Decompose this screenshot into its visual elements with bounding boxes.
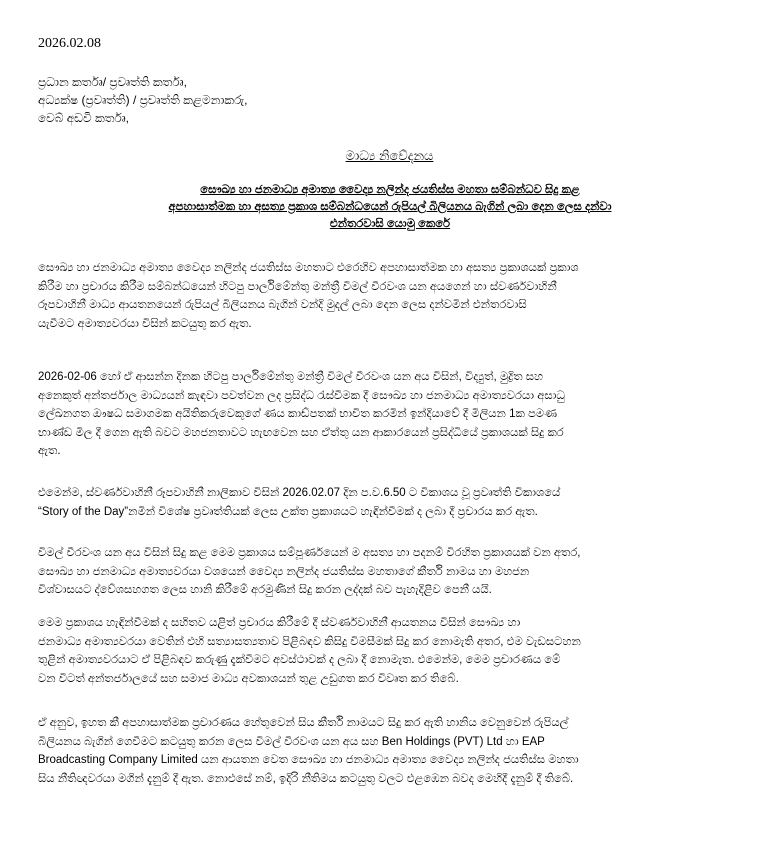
paragraph-line: රූපවාහිනී මාධ්‍ය ආයතනයෙන් රුපියල් බිලියනය බැගින් වන්දි මුදල් ලබා දෙන ලෙස දන්වමින් එන්තරවාසි (38, 299, 527, 311)
paragraph-6 (38, 714, 738, 788)
addressee-line: ප්‍රධාන කර්තෘ/ ප්‍රවෘත්ති කර්තෘ, (38, 75, 187, 89)
paragraph-line: ලේඛනගත ඖෂධ සමාගමක අයිතිකරුවෙකුගේ ණය කාඩ්පතක් භාවිත කරමින් ඉන්දියාවේ දී මිලියන 1ක පමණ (38, 408, 557, 420)
paragraph-line: සෞඛ්‍ය හා ජනමාධ්‍ය අමාත්‍යවරයා වශයෙන් වෛද්‍ය නලින්ද ජයතිස්ස මහතාගේ කීර්ති නාමය හා මහජන (38, 565, 530, 578)
paragraph-1 (38, 259, 738, 333)
addressee-block (38, 73, 248, 127)
addressee-line: අධ්‍යක්ෂ (ප්‍රවෘත්ති) / ප්‍රවෘත්ති කළමනාකරු, (38, 93, 248, 107)
paragraph-5 (38, 614, 738, 688)
paragraph-line: “Story of the Day”නමින් විශේෂ ප්‍රවෘත්තියක් ලෙස උක්ත ප්‍රකාශයට හැඳින්වීමක් ද ලබා දී ප්‍රචාරය කර ඇත. (38, 505, 538, 518)
paragraph-line: 2026-02-06 හෝ ඒ ආසන්න දිනක හිටපු පාර්ලිමේන්තු මන්ත්‍රී විමල් වීරවංශ යන අය විසින්, විද්‍යුත්, මුද්‍රිත සහ (38, 371, 544, 383)
paragraph-line: විශ්වාසයට ද්වේශසහගත ලෙස හානි කිරීමේ අරමුණින් සිදු කරන ලද්දක් බව පැහැදිළිව පෙනී යයි. (38, 584, 492, 596)
subtitle-line: අපහාසාත්මක හා අසත්‍ය ප්‍රකාශ සම්බන්ධයෙන් රුපියල් බිලියනය බැගින් ලබා දෙන ලෙස දන්වා (168, 201, 612, 213)
paragraph-4 (38, 544, 738, 600)
paragraph-line: සිය නීතිඥවරයා මගින් දැනුම් දී ඇත. නොඑසේ නම්, ඉදිරි නීතිමය කටයුතු වලට එළඹෙන බවද මෙහිදී දැනුම් දී තිබේ. (38, 772, 574, 785)
paragraph-line: භාණ්ඩ මිල දී ගෙන ඇති බවට මහජනතාවට හැඟවෙන සහ ඒත්තු යන ආකාරයෙන් ප්‍රසිද්ධියේ ප්‍රකාශයක් සිදු කර (38, 426, 564, 439)
paragraph-line: යැවීමට අමාත්‍යවරයා විසින් කටයුතු කර ඇත. (38, 317, 252, 330)
paragraph-line: ඒ අනුව, ඉහත කී අපහාසාත්මක ප්‍රචාරණය හේතුවෙන් සිය කීර්ති නාමයට සිදු කර ඇති හානිය වෙනුවෙන් රුපියල් (38, 717, 569, 729)
paragraph-line: විමල් වීරවංශ යන අය විසින් සිදු කළ මෙම ප්‍රකාශය සම්පූර්ණයෙන් ම අසත්‍ය හා පදනම් විරහිත ප්‍රකාශයක් වන අතර, (38, 547, 581, 559)
paragraph-line: බිලියනය බැගින් ගෙවීමට කටයුතු කරන ලෙස විමල් වීරවංශ යන අය සහ Ben Holdings (PVT) Ltd හා EAP (38, 735, 545, 748)
subtitle-line: එන්තරවාසි යොමු කෙරේ (329, 218, 451, 230)
addressee-line: වෙබ් අඩවි කර්තෘ, (38, 111, 129, 125)
paragraph-line: එමෙන්ම, ස්වර්ණවාහිනී රූපවාහිනී නාලිකාව විසින් 2026.02.07 දින ප.ව.6.50 ට විකාශය වූ ප්‍රවෘත්ති විකාශයේ (38, 487, 561, 499)
paragraph-line: අනෙකුත් අන්තර්ජාල මාධ්‍යයන් කැඳවා පවත්වන ලද ප්‍රසිද්ධ රැස්වීමක දී සෞඛ්‍ය හා ජනමාධ්‍ය අමාත්‍යවරයා අසාධු (38, 389, 565, 402)
document-date: 2026.02.08 (38, 36, 101, 51)
subtitle-line: සෞඛ්‍ය හා ජනමාධ්‍ය අමාත්‍ය වෛද්‍ය නලින්ද ජයතිස්ස මහතා සම්බන්ධව සිදු කළ (200, 184, 580, 196)
paragraph-line: තුළින් අමාත්‍යවරයාට ඒ පිළිබඳව කරුණු දැක්වීමට අවස්ථාවක් ද ලබා දී නොමැත. එමෙන්ම, මෙම ප්‍රචාරණය මේ (38, 654, 561, 666)
paragraph-line: Broadcasting Company Limited යන ආයතන වෙත සෞඛ්‍ය හා ජනමාධ්‍ය අමාත්‍ය වෛද්‍ය නලින්ද ජයතිස්ස මහතා (38, 754, 579, 766)
paragraph-line: වන විටත් අන්තර්ජාලයේ සහ සමාජ මාධ්‍ය අවකාශයන් තුළ උඩුගත කර විවෘත කර තිබේ. (38, 672, 459, 685)
document-title: මාධ්‍ය නිවේදනය (345, 148, 434, 163)
document-subtitle (40, 182, 740, 233)
paragraph-line: ඇත. (38, 445, 61, 457)
paragraph-3 (38, 484, 738, 521)
paragraph-line: මෙම ප්‍රකාශය හැඳින්වීමක් ද සහිතව යළිත් ප්‍රචාරය කිරීමේ දී ස්වර්ණවාහිනී ආයතනය විසින් සෞඛ්‍ය හා (38, 617, 521, 629)
paragraph-2 (38, 368, 738, 461)
paragraph-line: කිරීම හා ප්‍රචාරය කිරීම සම්බන්ධයෙන් හිටපු පාර්ලිමේන්තු මන්ත්‍රී විමල් වීරවංශ යන අයගෙන් හා ස්වර්ණවාහිනී (38, 280, 557, 293)
paragraph-line: සෞඛ්‍ය හා ජනමාධ්‍ය අමාත්‍ය වෛද්‍ය නලින්ද ජයතිස්ස මහතාට එරෙහිව අපහාසාත්මක හා අසත්‍ය ප්‍රකාශයක් ප්‍රකාශ (38, 262, 579, 274)
paragraph-line: ජනමාධ්‍ය අමාත්‍යවරයා වෙතින් එහි සත්‍යාසත්‍යතාව පිළිබඳව කිසිදු විමසීමක් සිදු කර නොමැති අතර, එම වැඩසටහන (38, 635, 581, 648)
